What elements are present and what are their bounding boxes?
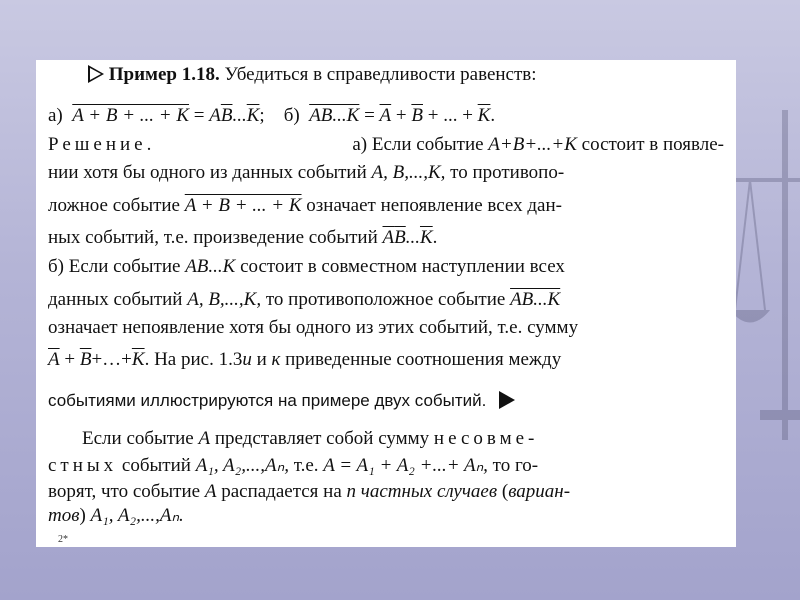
definition-line-4: тов) A₁, A₂,...,Aₙ. bbox=[48, 505, 184, 526]
example-header bbox=[48, 62, 724, 88]
solution-line-9: событиями иллюстрируются на примере двух событий. bbox=[48, 388, 724, 414]
solution-line-6: данных событий A, B,...,K, то противоположное событие AB...K bbox=[48, 289, 561, 310]
example-label: Пример 1.18. bbox=[108, 64, 220, 85]
example-title: Убедиться в справедливости равенств: bbox=[224, 64, 537, 85]
page-number: 2* bbox=[58, 534, 68, 545]
solution-line-7: означает непоявление хотя бы одного из этих событий, т.е. сумму bbox=[48, 317, 579, 338]
eq-b-lhs: AB...K bbox=[309, 105, 360, 126]
definition-line-3: ворят, что событие A распадается на n частных случаев (вариан- bbox=[48, 481, 571, 502]
example-start-triangle-icon bbox=[88, 65, 104, 83]
solution-line-4: ных событий, т.е. произведение событий $\overline{A}\overline{B}...\overline{K}$. bbox=[48, 227, 438, 248]
document-page bbox=[36, 60, 736, 547]
definition-line-2: стных событий A₁, A₂,...,Aₙ, т.е. A = A₁ + A₂ +...+ Aₙ, то го- bbox=[48, 455, 539, 476]
equations-line: а) A + B + ... + $K = A\overline{B}...\overline{K}$; б) $AB...K = \overline{A} + \overline{B}$ + ... + $\overline{K}$. bbox=[48, 105, 496, 126]
solution-line-2: нии хотя бы одного из данных событий A, B,...,K, то противопо- bbox=[48, 162, 565, 183]
scales-decoration bbox=[730, 110, 800, 440]
solution-line-3: ложное событие A + B + ... + K означает непоявление всех дан- bbox=[48, 195, 562, 216]
solution-line-8: $\overline{A}$ + $\overline{B}+\dots+\overline{K}$. На рис. 1.3и и к приведенные соотношения между bbox=[48, 349, 562, 370]
example-end-triangle-icon bbox=[499, 391, 515, 409]
solution-word: Решение. bbox=[48, 134, 156, 155]
solution-line-5: б) Если событие AB...K состоит в совместном наступлении всех bbox=[48, 256, 565, 277]
definition-line-1: Если событие A представляет собой сумму несовме- bbox=[82, 428, 539, 449]
eq-a-lhs: A + B + ... + K bbox=[72, 105, 190, 126]
solution-line-1: Решение. а) Если событие A+B+...+K состоит в появле- bbox=[48, 132, 724, 158]
